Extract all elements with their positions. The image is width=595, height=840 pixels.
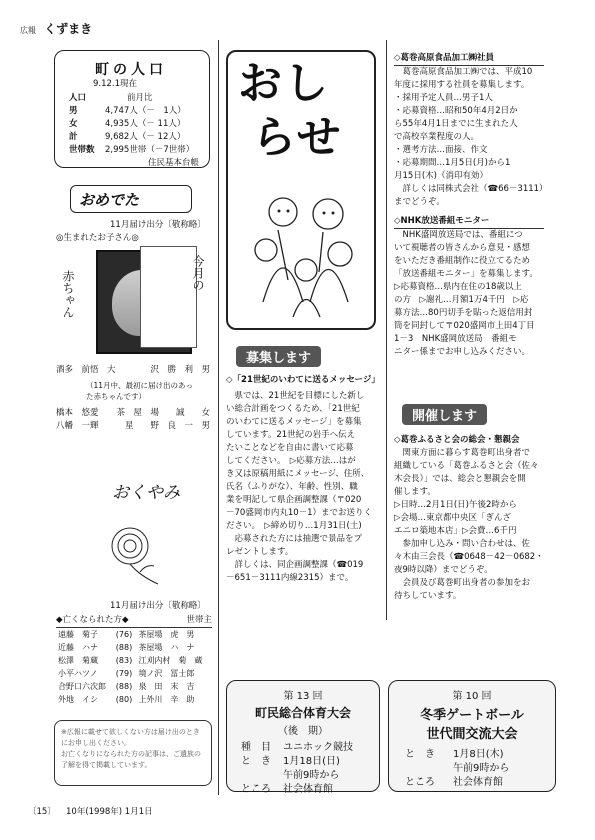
right-column-notices — [394, 52, 548, 359]
event1-value: 午前9時から — [283, 770, 340, 781]
birth-row — [56, 407, 210, 420]
event2-name2: 世代間交流大会 — [426, 727, 518, 742]
kaisai-line: 催します。 — [394, 487, 436, 497]
kaisai-item-title: ◇葛巻ふるさと会の総会・懇親会 — [394, 435, 520, 445]
boshu-line: ださい。 ▷締め切り…1月31日(土) — [226, 521, 362, 531]
notice-line: 募方法…80円切手を貼った返信用封 — [394, 308, 533, 318]
event2-value: 社会体育館 — [453, 777, 503, 788]
birth-parent: 沢 勝 利 男 — [150, 365, 210, 375]
page-number: 〔15〕 — [28, 807, 56, 817]
congrats-note2: （11月中、最初に届け出のあった赤ちゃんです） — [86, 381, 193, 401]
event2-name1: 冬季ゲートボール — [420, 708, 524, 723]
notice-line: いて視聴者の皆さんから意見・感想 — [394, 243, 531, 253]
kaisai-line: 会員及び葛巻町出身者の参加をお — [394, 578, 531, 588]
kaisai-line: エニロ築地本店」▷会費…6千円 — [394, 526, 517, 536]
family-illustration-icon — [248, 182, 363, 322]
kaisai-line: 々木由三会長（☎0648－42－0682・ — [394, 552, 544, 562]
kaisai-line: ▷会場…東京都中央区「ぎんざ — [394, 513, 512, 523]
population-value-male: 4,747人（－ 1人） — [105, 106, 186, 116]
notice-line: 月15日(木)（消印有効） — [394, 171, 488, 181]
event1-value: ユニホック競技 — [283, 742, 353, 753]
congrats-heading-box — [70, 185, 192, 213]
notice-line: NHK盛岡放送局では、番組につ — [394, 230, 523, 240]
population-title: 町の人口 — [95, 62, 167, 78]
deceased-name: 松澤 菊蔵 — [58, 656, 98, 665]
boshu-line: たいことなどを自由に書いて応募 — [226, 443, 354, 453]
population-date: 9.12.1現在 — [93, 79, 138, 89]
household-head: 茶屋場 虎 男 — [138, 630, 195, 639]
birth-row — [56, 364, 210, 377]
notice-line: 詳しくは同株式会社（☎66－3111） — [394, 184, 548, 194]
notice-line: ・採用予定人員…男子1人 — [394, 93, 493, 103]
photo-caption-card — [140, 246, 197, 348]
deceased-age: (88) — [115, 682, 133, 691]
deceased-name: 外地 イシ — [58, 695, 98, 704]
oshirase-box — [226, 50, 376, 330]
congrats-heading: おめでた — [79, 191, 140, 209]
kaisai-line: 組織している「葛巻ふるさと会（佐々 — [394, 461, 539, 471]
masthead — [20, 18, 92, 37]
boshu-line: －70盛岡市内丸10－1）までお送りく — [226, 508, 373, 518]
boshu-banner: 募集します — [236, 346, 321, 367]
condolence-table — [56, 614, 212, 706]
population-label-female: 女 — [69, 119, 78, 129]
kaisai-line: 参加申し込み・問い合わせは、佐 — [394, 539, 531, 549]
condolence-row — [56, 654, 212, 667]
notice-line: ら55年4月1日までに生まれた人 — [394, 119, 518, 129]
condolence-note: 11月届け出分〔敬称略〕 — [110, 601, 206, 611]
birth-child: 酒多 前悟 大 — [56, 365, 116, 375]
population-rows — [69, 105, 194, 157]
issue-date: 10年(1998年) 1月1日 — [66, 807, 153, 817]
notice-line: までどうぞ。 — [394, 197, 445, 207]
deceased-age: (80) — [115, 695, 133, 704]
notice-line: 1－3 NHK盛岡放送局 番組モ — [394, 334, 517, 344]
kaisai-line: 木会長）」では、総会と懇親会を開 — [394, 474, 526, 484]
notice-line: の方 ▷謝礼…月額1万4千円 ▷応 — [394, 295, 529, 305]
population-label-male: 男 — [69, 106, 78, 116]
column-divider — [218, 40, 219, 795]
event1-value: 1月18日(日) — [283, 756, 340, 767]
condolence-row — [56, 680, 212, 693]
congrats-note: 11月届け出分〔敬称略〕 — [110, 220, 206, 230]
kaisai-banner: 開催します — [402, 404, 487, 425]
notice-line: ・応募資格…昭和50年4月2日か — [394, 106, 518, 116]
oshirase-title-line2: らせ — [252, 112, 343, 163]
boshu-line: －651－3111内線2315）まで。 — [226, 573, 354, 583]
boshu-line: 県では、21世紀を目標にした新し — [226, 391, 365, 401]
condolence-footer-box — [54, 720, 212, 786]
condolence-col-right: 世帯主 — [186, 615, 212, 625]
population-source: 住民基本台帳 — [147, 158, 199, 168]
oshirase-title-line1: おし — [238, 58, 330, 109]
kaisai-line: 関東方面に暮らす葛巻町出身者で — [394, 448, 531, 458]
photo-caption-line1: 今月の — [191, 255, 205, 291]
household-head: 境ノ沢 冨士郎 — [138, 669, 195, 678]
population-label-households: 世帯数 — [69, 145, 95, 155]
household-head: 江刈内村 菊 蔵 — [138, 656, 203, 665]
kaisai-line: ▷日時…2月1日(日)午後2時から — [394, 500, 517, 510]
event1-term: （後 期） — [278, 726, 328, 737]
notice-line: 年度に採用する社員を募集します。 — [394, 80, 530, 90]
boshu-line: してください。 ▷応募方法…はが — [226, 456, 356, 466]
kaisai-line: 夜9時以降）までどうぞ。 — [394, 565, 493, 575]
deceased-name: 近藤 ハナ — [58, 643, 98, 652]
boshu-line: 氏名（ふりがな）、年齢、性別、職 — [226, 482, 358, 492]
notice-line: ・選考方法…面接、作文 — [394, 145, 488, 155]
deceased-age: (88) — [115, 643, 133, 652]
condolence-footer-1: ※広報に載せて欲しくない方は届け出のときにお申し出ください。 — [61, 728, 200, 747]
deceased-age: (79) — [115, 669, 133, 678]
condolence-row — [56, 628, 212, 641]
event2-value: 午前9時から — [453, 763, 510, 774]
population-label-total: 計 — [69, 132, 78, 142]
event1-name: 町民総合体育大会 — [254, 706, 351, 720]
boshu-body — [226, 390, 372, 585]
deceased-age: (76) — [115, 630, 133, 639]
congrats-sub: ◎生まれたお子さん◎ — [56, 233, 139, 243]
boshu-line: き又は原稿用紙にメッセージ、住所、 — [226, 469, 370, 479]
deceased-age: (83) — [115, 656, 133, 665]
event1-label: と き — [241, 756, 271, 767]
notice-line: 「放送番組モニター」を募集します。 — [394, 269, 538, 279]
photo-caption-line2: 赤ちゃん — [61, 270, 75, 318]
birth-parent: 茶 屋 場 誠 女 — [116, 408, 210, 418]
kaisai-section — [394, 434, 544, 603]
event1-label: 種 目 — [241, 742, 271, 753]
notice-line: ニター係までお申し込みください。 — [394, 347, 531, 357]
masthead-title: くずまき — [44, 22, 93, 36]
event1-label: ところ — [241, 784, 271, 795]
boshu-line: しています。21世紀の岩手へ伝え — [226, 430, 356, 440]
notice-line: ・応募期間…1月5日(月)から1 — [394, 158, 511, 168]
household-head: 泉 田 末 吉 — [138, 682, 195, 691]
condolence-heading: おくやみ — [112, 483, 180, 503]
birth-child: 八幡 一輝 — [56, 421, 99, 431]
birth-parent: 星 野 良 一 男 — [124, 421, 210, 431]
notice-title: ◇NHK放送番組モニター — [394, 215, 544, 229]
boshu-line: い総合計画をつくるため、「21世紀 — [226, 404, 360, 414]
birth-row — [56, 420, 210, 433]
event1-number: 第 13 回 — [283, 691, 323, 702]
birth-child: 橋本 悠愛 — [56, 408, 99, 418]
notice-line: で高校卒業程度の人。 — [394, 132, 480, 142]
condolence-row — [56, 667, 212, 680]
deceased-name: 遠藤 菊子 — [58, 630, 98, 639]
condolence-row — [56, 641, 212, 654]
notice-line: ▷応募資格…県内在住の18歳以上 — [394, 282, 522, 292]
notice-title: ◇葛巻高原食品加工㈱社員 — [394, 52, 544, 66]
boshu-line: 応募された方には抽選で景品をプ — [226, 534, 363, 544]
boshu-line: レゼントします。 — [226, 547, 294, 557]
boshu-line: 詳しくは、同企画調整課（☎019 — [226, 560, 364, 570]
notice-line: をいただき番組制作に役立てるため — [394, 256, 531, 266]
household-head: 茶屋場 ハ ナ — [138, 643, 195, 652]
household-head: 上外川 辛 助 — [138, 695, 195, 704]
event2-label: と き — [405, 749, 435, 760]
event1-value: 社会体育館 — [283, 784, 333, 795]
population-box — [54, 50, 210, 168]
event2-value: 1月8日(木) — [453, 749, 504, 760]
population-head-compare: 前月比 — [127, 93, 153, 103]
masthead-prefix: 広報 — [20, 26, 36, 35]
boshu-line: 業を明記して県企画調整課（〒020 — [226, 495, 362, 505]
condolence-footer-2: お亡くなりになられた方の記事は、ご遺族の了解を得て掲載しています。 — [61, 750, 201, 769]
population-value-households: 2,995世帯（－7世帯） — [105, 145, 195, 155]
event2-label: ところ — [405, 777, 435, 788]
boshu-line: のいわてに送るメッセージ」を募集 — [226, 417, 362, 427]
event1-box — [226, 680, 380, 795]
deceased-name: 小平ハツノ — [58, 669, 98, 678]
event2-number: 第 10 回 — [452, 691, 492, 702]
population-value-total: 9,682人（－ 12人） — [105, 132, 186, 142]
boshu-item-title: ◇「21世紀のいわてに送るメッセージ」 — [226, 375, 380, 385]
column-divider — [386, 40, 387, 620]
births-list — [56, 364, 210, 433]
population-head-label: 人口 — [69, 93, 87, 103]
condolence-row — [56, 693, 212, 706]
event2-box — [388, 680, 556, 792]
chrysanthemum-icon — [100, 520, 170, 590]
population-value-female: 4,935人（－ 11人） — [105, 119, 186, 129]
notice-line: 葛巻高原食品加工㈱では、平成10 — [394, 67, 533, 77]
notice-line: 筒を同封して〒020盛岡市上田4丁目 — [394, 321, 535, 331]
deceased-name: 合野口六次郎 — [58, 682, 106, 691]
condolence-col-left: ◆亡くなられた方◆ — [56, 615, 129, 625]
kaisai-line: 待ちしています。 — [394, 591, 462, 601]
